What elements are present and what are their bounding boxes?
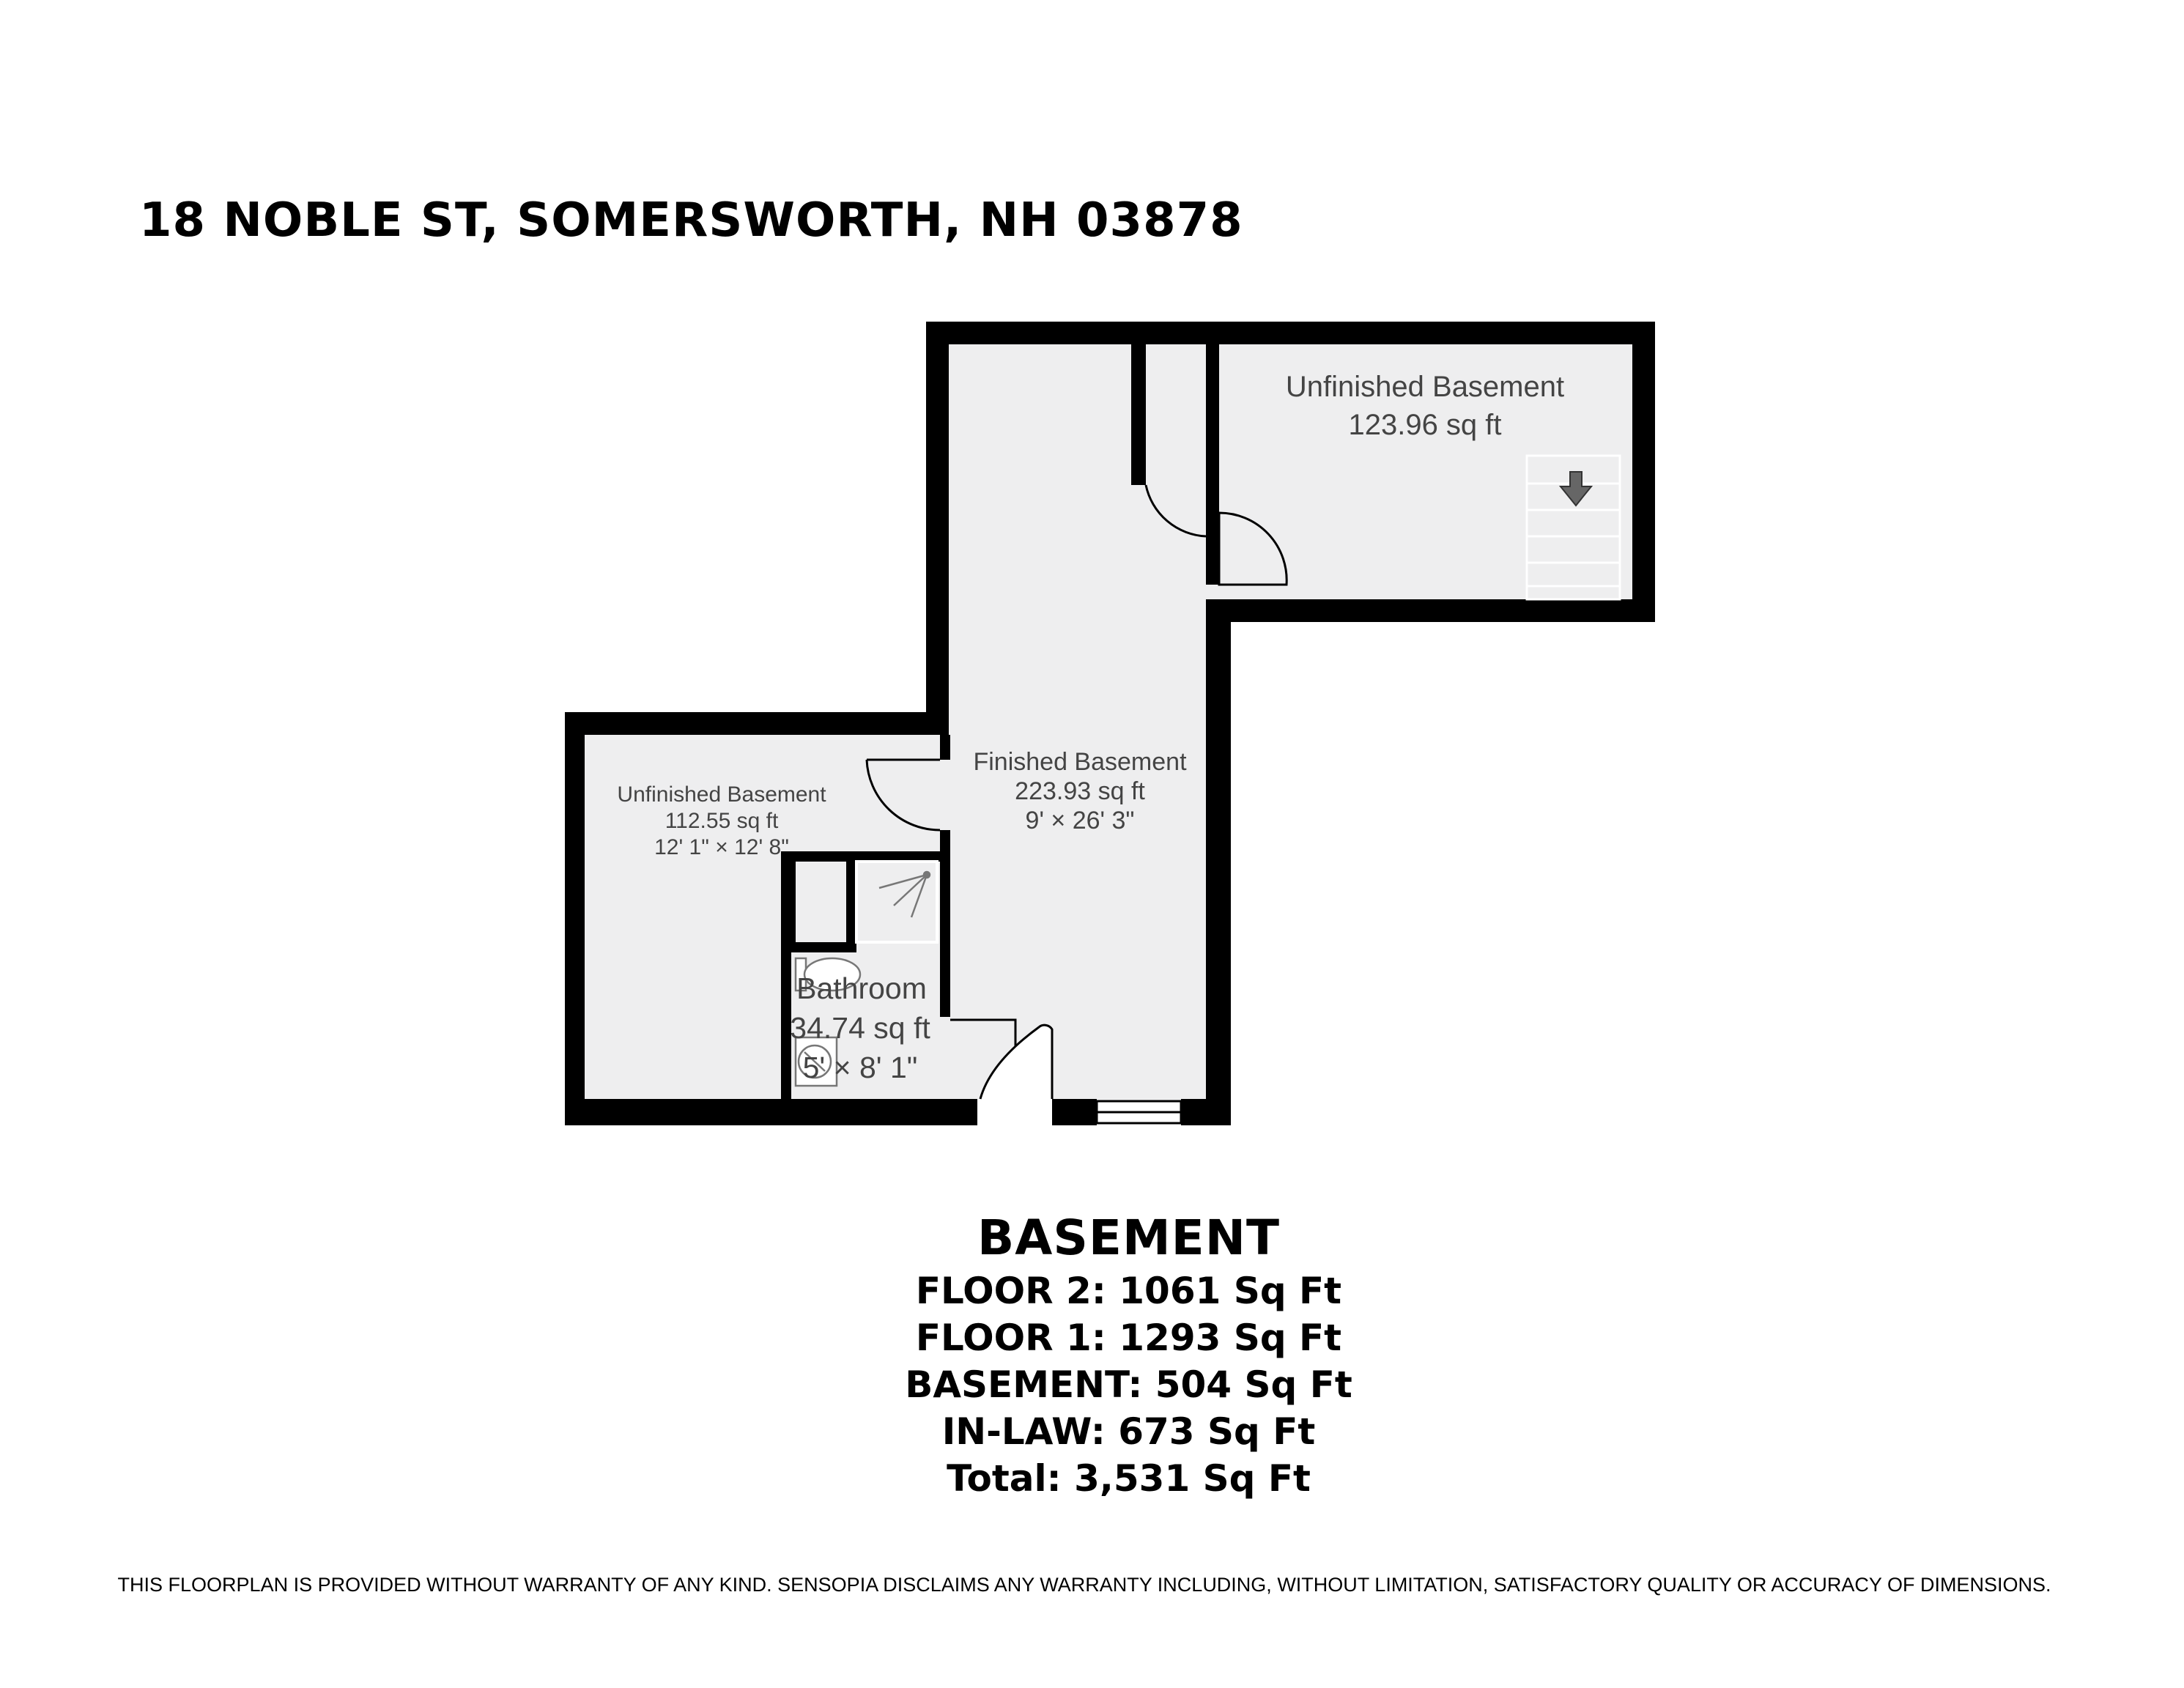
level-title: BASEMENT xyxy=(977,1210,1281,1266)
total-area: Total: 3,531 Sq Ft xyxy=(947,1457,1311,1500)
room-area: 34.74 sq ft xyxy=(790,1011,930,1045)
window xyxy=(1097,1101,1181,1123)
room-dimensions: 9' × 26' 3" xyxy=(1025,807,1135,834)
room-area: 223.93 sq ft xyxy=(1015,777,1145,805)
room-dimensions: 5' × 8' 1" xyxy=(802,1051,918,1084)
room-name: Bathroom xyxy=(796,971,927,1005)
room-name: Finished Basement xyxy=(973,748,1187,776)
entry-door-gap xyxy=(977,1099,1052,1125)
property-address: 18 NOBLE ST, SOMERSWORTH, NH 03878 xyxy=(139,193,1243,248)
room-area: 112.55 sq ft xyxy=(665,809,779,833)
area-summary xyxy=(0,1209,2184,1502)
room-dimensions: 12' 1" × 12' 8" xyxy=(654,835,789,859)
room-label-bathroom xyxy=(790,971,930,1084)
shower-icon xyxy=(856,862,937,942)
disclaimer: THIS FLOORPLAN IS PROVIDED WITHOUT WARRANTY OF ANY KIND. SENSOPIA DISCLAIMS ANY WARRANTY INCLUDING, WITHOUT LIMITATION, SATISFACTORY QUALITY OR ACCURACY OF DIMENSIONS. xyxy=(117,1574,2051,1596)
room-area: 123.96 sq ft xyxy=(1348,409,1502,441)
room-name: Unfinished Basement xyxy=(1285,371,1565,403)
inlaw-area: IN-LAW: 673 Sq Ft xyxy=(941,1410,1316,1453)
floor-finished xyxy=(949,344,1206,1118)
basement-area: BASEMENT: 504 Sq Ft xyxy=(905,1363,1352,1406)
floor2-area: FLOOR 2: 1061 Sq Ft xyxy=(915,1270,1342,1312)
room-name: Unfinished Basement xyxy=(617,782,826,807)
floor1-area: FLOOR 1: 1293 Sq Ft xyxy=(915,1317,1342,1359)
